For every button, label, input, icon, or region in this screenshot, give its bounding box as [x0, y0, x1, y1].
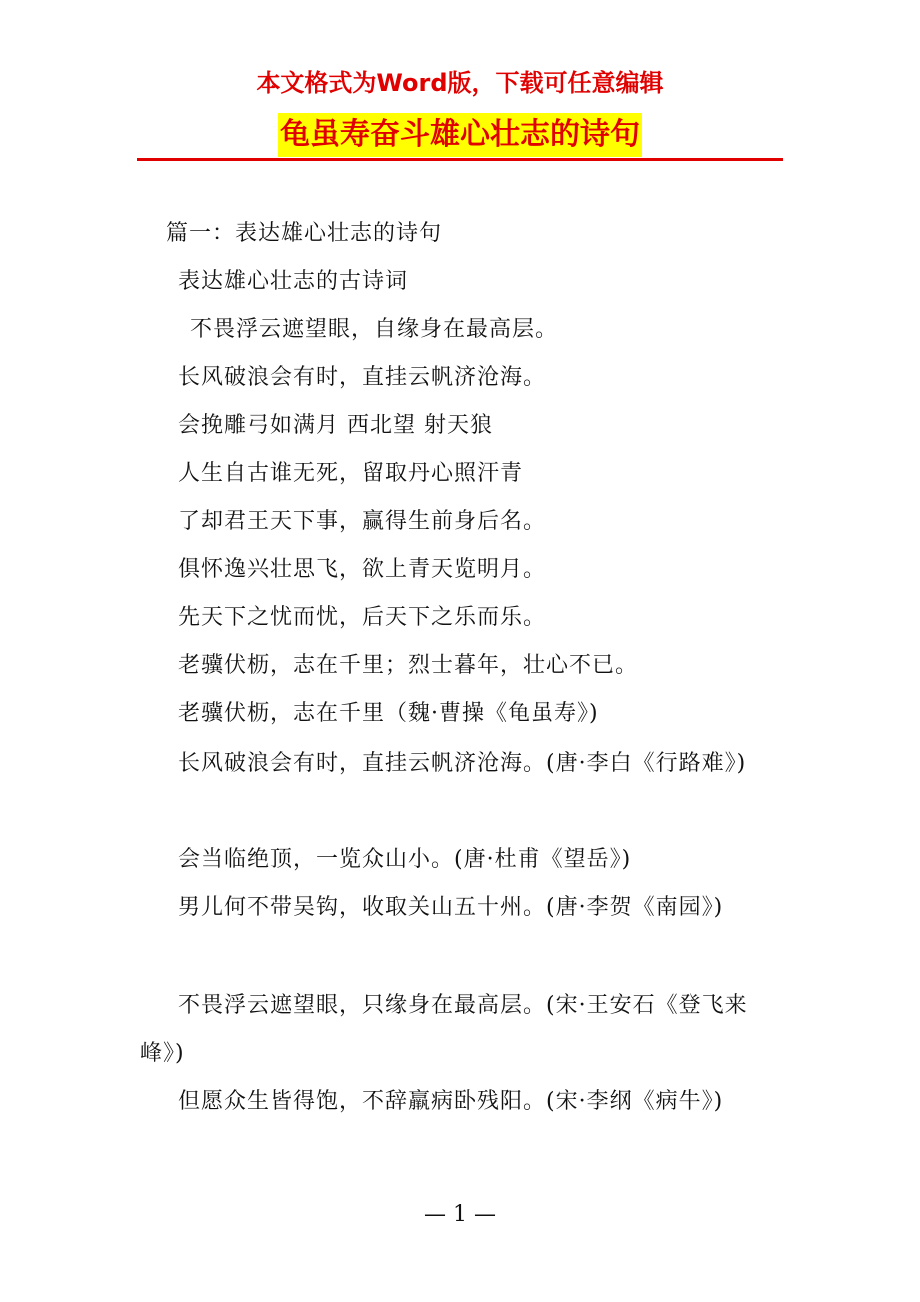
poem-line: 人生自古谁无死，留取丹心照汗青	[178, 461, 524, 486]
poem-line: 男儿何不带吴钩，收取关山五十州。(唐·李贺《南园》)	[178, 895, 724, 920]
poem-line: 老骥伏枥，志在千里（魏·曹操《龟虽寿》)	[178, 701, 599, 726]
poem-line: 了却君王天下事，赢得生前身后名。	[178, 509, 547, 534]
page-number: — 1 —	[424, 1202, 496, 1227]
poem-line: 先天下之忧而忧，后天下之乐而乐。	[178, 605, 547, 630]
section-heading: 篇一：表达雄心壮志的诗句	[166, 221, 443, 246]
title-divider	[137, 158, 783, 161]
document-title: 龟虽寿奋斗雄心壮志的诗句	[278, 113, 642, 157]
document-title-container	[0, 113, 920, 157]
poem-line: 俱怀逸兴壮思飞，欲上青天览明月。	[178, 557, 547, 582]
poem-line: 老骥伏枥，志在千里；烈士暮年，壮心不已。	[178, 653, 639, 678]
poem-line: 不畏浮云遮望眼，只缘身在最高层。(宋·王安石《登飞来峰》)	[140, 993, 748, 1066]
poem-line: 但愿众生皆得饱，不辞羸病卧残阳。(宋·李纲《病牛》)	[178, 1089, 724, 1114]
poem-line: 会当临绝顶，一览众山小。(唐·杜甫《望岳》)	[178, 847, 632, 872]
poem-line: 长风破浪会有时，直挂云帆济沧海。	[178, 365, 547, 390]
poem-line: 长风破浪会有时，直挂云帆济沧海。(唐·李白《行路难》)	[178, 751, 747, 776]
section-subheading: 表达雄心壮志的古诗词	[178, 269, 409, 294]
poem-line: 会挽雕弓如满月 西北望 射天狼	[178, 413, 493, 438]
poem-line: 不畏浮云遮望眼，自缘身在最高层。	[190, 317, 559, 342]
format-notice: 本文格式为Word版，下载可任意编辑	[256, 69, 664, 97]
